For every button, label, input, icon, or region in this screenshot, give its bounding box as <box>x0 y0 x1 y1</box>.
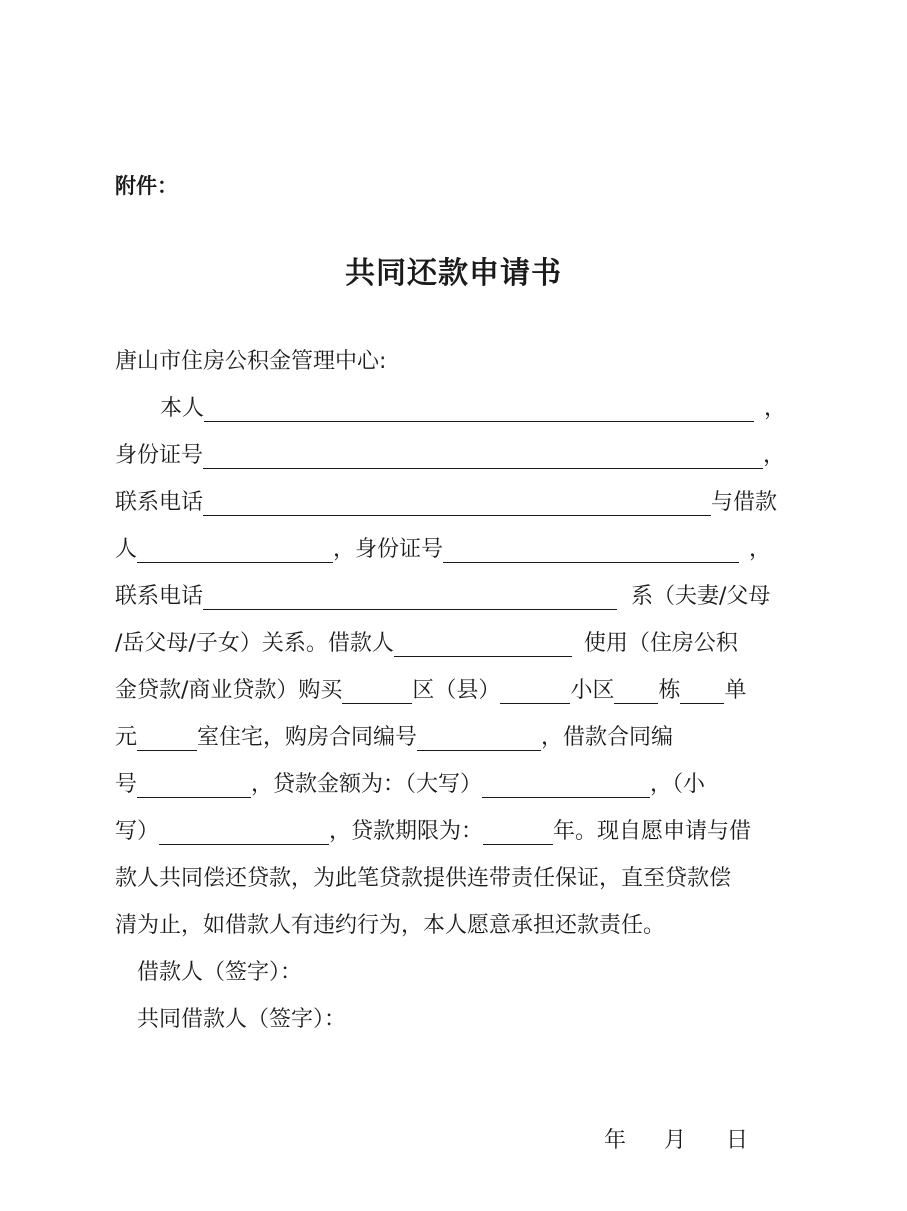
applicant-phone-field[interactable] <box>203 489 711 516</box>
document-title: 共同还款申请书 <box>345 256 562 291</box>
comma: ， <box>749 537 772 562</box>
addressee: 唐山市住房公积金管理中心: <box>115 349 387 374</box>
date-year: 年 <box>604 1128 627 1153</box>
text-with-borrower: 与借款 <box>711 490 778 515</box>
borrower-signature-label: 借款人（签字）： <box>137 960 303 985</box>
label-applicant: 本人 <box>160 396 205 421</box>
attachment-label: 附件： <box>115 174 178 198</box>
amount-lowercase-field[interactable] <box>159 818 329 845</box>
text-loan-term: ，贷款期限为： <box>329 819 484 844</box>
label-phone: 联系电话 <box>115 490 204 515</box>
line-property <box>115 674 800 708</box>
text-loan-type: 金贷款/商业贷款）购买 <box>115 678 343 703</box>
borrower-id-field[interactable] <box>443 536 739 563</box>
district-field[interactable] <box>342 677 412 704</box>
text-years-apply: 年。现自愿申请与借 <box>553 819 752 844</box>
building-field[interactable] <box>614 677 658 704</box>
text-responsibility: 清为止，如借款人有违约行为，本人愿意承担还款责任。 <box>115 913 666 938</box>
text-write: 写） <box>115 819 160 844</box>
label-borrower-id: ，身份证号 <box>333 537 444 562</box>
community-field[interactable] <box>500 677 570 704</box>
text-relationship: 系（夫妻/父母 <box>631 584 771 609</box>
text-lowercase: ，（小 <box>650 772 706 797</box>
line-loan-term <box>115 815 800 849</box>
loan-contract-field[interactable] <box>137 771 251 798</box>
text-unit: 单 <box>724 678 747 703</box>
line-borrower-name <box>115 533 800 567</box>
line-guarantee <box>115 862 800 896</box>
text-guarantee: 款人共同偿还贷款，为此笔贷款提供连带责任保证，直至贷款偿 <box>115 866 732 891</box>
text-unit-2: 元 <box>115 725 138 750</box>
line-responsibility <box>115 909 800 943</box>
addressee-line <box>115 345 800 379</box>
text-contract-no: 室住宅，购房合同编号 <box>197 725 418 750</box>
text-district: 区（县） <box>412 678 501 703</box>
text-building: 栋 <box>658 678 681 703</box>
borrower-name-field-2[interactable] <box>394 630 572 657</box>
comma: ， <box>763 443 786 468</box>
line-applicant-id <box>115 439 800 473</box>
label-id-number: 身份证号 <box>115 443 204 468</box>
text-person: 人 <box>115 537 138 562</box>
purchase-contract-field[interactable] <box>417 724 541 751</box>
room-field[interactable] <box>137 724 197 751</box>
text-community: 小区 <box>570 678 615 703</box>
date-month: 月 <box>664 1128 687 1153</box>
line-applicant-phone <box>115 486 800 520</box>
comma: ， <box>764 396 787 421</box>
borrower-phone-field[interactable] <box>203 583 617 610</box>
text-loan-contract: ，借款合同编 <box>541 725 674 750</box>
line-room-contract <box>115 721 800 755</box>
text-loan-amount: ，贷款金额为：（大写） <box>251 772 483 797</box>
date-day: 日 <box>726 1128 749 1153</box>
amount-uppercase-field[interactable] <box>482 771 650 798</box>
applicant-id-field[interactable] <box>203 442 763 469</box>
text-relationship-types: /岳父母/子女）关系。借款人 <box>115 631 394 656</box>
unit-field[interactable] <box>680 677 724 704</box>
text-use-loan: 使用（住房公积 <box>583 631 738 656</box>
line-relationship <box>115 627 800 661</box>
line-borrower-phone <box>115 580 800 614</box>
text-number: 号 <box>115 772 138 797</box>
line-applicant-name <box>160 392 800 426</box>
label-borrower-phone: 联系电话 <box>115 584 204 609</box>
loan-term-field[interactable] <box>483 818 553 845</box>
co-borrower-signature-label: 共同借款人（签字）： <box>137 1007 347 1032</box>
line-borrower-signature <box>137 956 822 990</box>
borrower-name-field[interactable] <box>137 536 333 563</box>
line-co-borrower-signature <box>137 1003 822 1037</box>
applicant-name-field[interactable] <box>204 395 754 422</box>
line-loan-amount <box>115 768 800 802</box>
